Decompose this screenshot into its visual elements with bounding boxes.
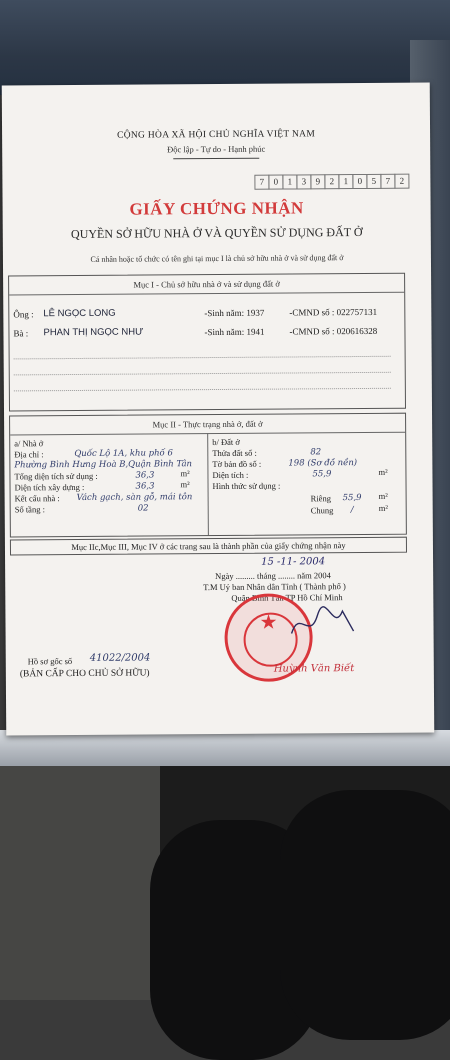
date-line: Ngày ......... tháng ........ năm 2004 — [215, 570, 331, 582]
serial-digit: 2 — [394, 174, 409, 189]
land-heading: b/ Đất ở — [212, 436, 240, 448]
owner2-label: Bà : — [13, 328, 29, 339]
serial-digit: 9 — [310, 174, 325, 189]
address-value: Quốc Lộ 1A, khu phố 6 — [74, 448, 173, 460]
section-1-box — [8, 273, 406, 412]
section-2-box — [9, 413, 407, 538]
parcel-value: 82 — [310, 447, 322, 458]
serial-digit: 7 — [380, 174, 395, 189]
certificate-subtitle: QUYỀN SỞ HỮU NHÀ Ở VÀ QUYỀN SỬ DỤNG ĐẤT Ở — [70, 224, 363, 242]
certificate-paper — [2, 83, 435, 736]
serial-digit: 1 — [338, 174, 353, 189]
nation-title: CỘNG HÒA XÃ HỘI CHỦ NGHĨA VIỆT NAM — [117, 129, 316, 141]
owner2-birth: -Sinh năm: 1941 — [204, 326, 265, 338]
land-area-unit: m² — [378, 466, 388, 477]
section-2-vertical-divider — [207, 433, 209, 535]
owner1-birth: -Sinh năm: 1937 — [204, 307, 265, 319]
floor-tile — [0, 766, 160, 1000]
floors-label: Số tầng : — [14, 504, 45, 515]
land-area-value: 55,9 — [312, 469, 332, 480]
build-area-label: Diện tích xây dựng : — [14, 481, 85, 493]
build-area-value: 36,3 — [135, 481, 155, 492]
map-sheet-label: Tờ bản đồ số : — [212, 458, 262, 470]
footer-note: Mục IIc,Mục III, Mục IV ở các trang sau là thành phần của giấy chứng nhận này — [10, 537, 407, 556]
blank-line — [14, 388, 391, 392]
shared-label: Chung — [310, 505, 334, 516]
certificate-title: GIẤY CHỨNG NHẬN — [129, 198, 304, 219]
section-1-divider — [9, 292, 404, 296]
serial-digit: 2 — [324, 174, 339, 189]
certificate-note: Cá nhân hoặc tổ chức có tên ghi tại mục I là chủ sở hữu nhà ở và sử dụng đất ở — [90, 253, 344, 264]
use-area-unit: m² — [180, 468, 190, 479]
parcel-label: Thửa đất số : — [212, 447, 257, 459]
serial-digit: 5 — [366, 174, 381, 189]
background-wall — [0, 0, 450, 95]
private-value: 55,9 — [342, 493, 362, 504]
serial-digit: 0 — [268, 175, 283, 190]
authority-line-1: T.M Uỷ ban Nhân dân Tỉnh ( Thành phố ) — [203, 581, 346, 593]
floors-value: 02 — [137, 503, 149, 514]
owner1-id: -CMND số : 022757131 — [289, 306, 378, 318]
serial-digit: 0 — [352, 174, 367, 189]
owner1-label: Ông : — [13, 309, 34, 320]
motto: Độc lập - Tự do - Hạnh phúc — [167, 143, 266, 155]
private-unit: m² — [378, 490, 388, 501]
owner2-id: -CMND số : 020616328 — [289, 325, 378, 337]
serial-digit: 1 — [282, 174, 297, 189]
structure-label: Kết cấu nhà : — [14, 493, 60, 504]
serial-number — [255, 174, 409, 190]
use-area-value: 36,3 — [135, 470, 155, 481]
seal-star-icon: ★ — [259, 611, 278, 634]
land-area-label: Diện tích : — [212, 469, 249, 481]
signature-scribble — [287, 603, 357, 643]
authority-line-2: Quận Bình Tân TP Hồ Chí Minh — [231, 592, 343, 603]
file-number-label: Hồ sơ gốc số — [27, 656, 73, 667]
shared-value: / — [350, 505, 354, 516]
handwritten-date: 15 -11- 2004 — [261, 556, 326, 568]
private-label: Riêng — [310, 493, 331, 504]
section-1-heading: Mục I - Chủ sở hữu nhà ở và sử dụng đất ở — [133, 278, 280, 290]
ward-value: Phường Bình Hưng Hoà B,Quận Bình Tân — [14, 459, 193, 471]
house-heading: a/ Nhà ở — [14, 438, 44, 449]
usage-form-label: Hình thức sử dụng : — [212, 480, 281, 492]
use-area-label: Tổng diện tích sử dụng : — [14, 470, 98, 482]
map-sheet-value: 198 (Sơ đồ nền) — [288, 458, 358, 469]
owner2-name: PHAN THỊ NGỌC NHƯ — [43, 326, 144, 339]
build-area-unit: m² — [180, 479, 190, 490]
copy-note: (BẢN CẤP CHO CHỦ SỞ HỮU) — [19, 668, 150, 680]
section-2-heading: Mục II - Thực trạng nhà ở, đất ở — [152, 418, 263, 430]
motto-underline — [173, 158, 259, 160]
serial-digit: 3 — [296, 174, 311, 189]
file-number-value: 41022/2004 — [89, 652, 151, 664]
blank-line — [14, 372, 391, 376]
structure-value: Vách gạch, sàn gỗ, mái tôn — [76, 492, 193, 503]
table-edge — [0, 730, 450, 766]
signer-name: Huỳnh Văn Biết — [273, 663, 355, 675]
blank-line — [14, 356, 391, 360]
address-label: Địa chỉ : — [14, 449, 44, 460]
owner1-name: LÊ NGỌC LONG — [43, 307, 116, 320]
shared-unit: m² — [378, 502, 388, 513]
serial-digit: 7 — [254, 175, 269, 190]
leg-right — [280, 790, 450, 1040]
